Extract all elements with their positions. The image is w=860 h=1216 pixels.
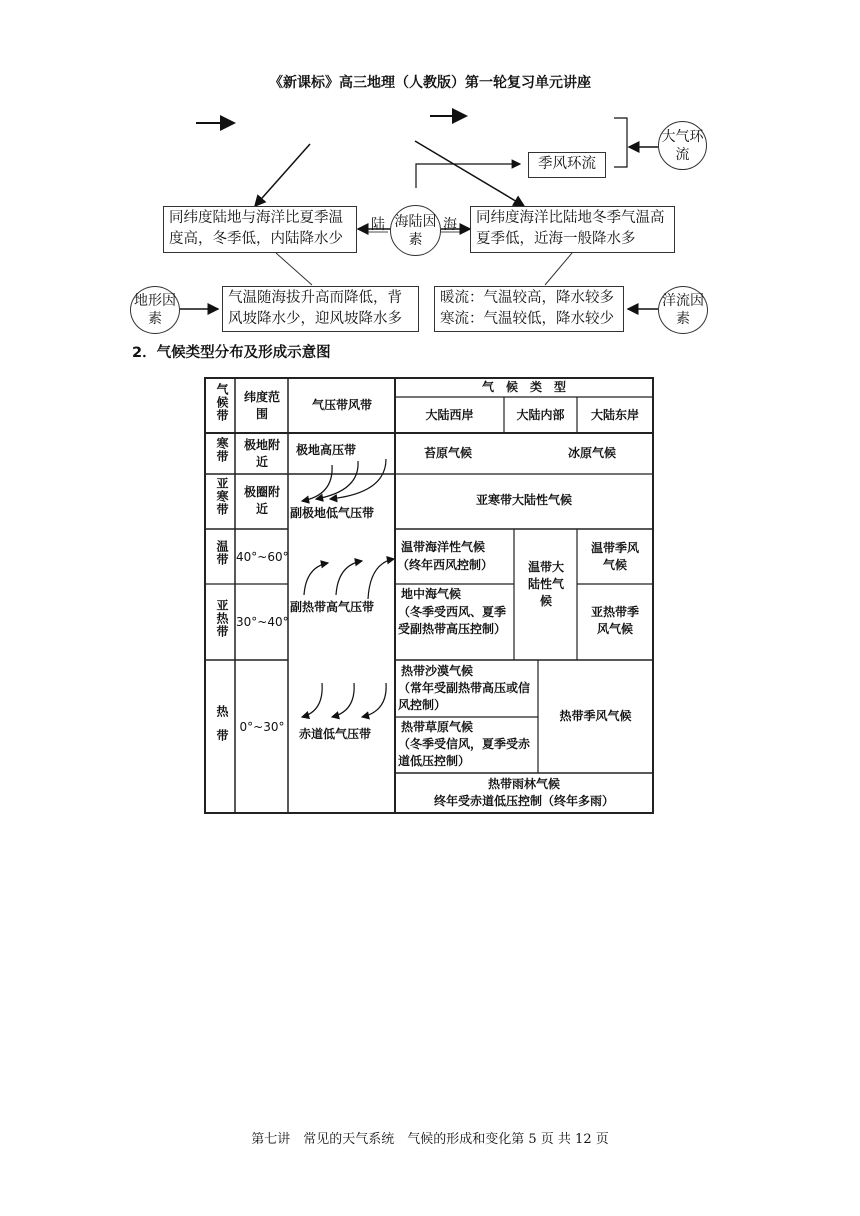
pressure-polar-high: 极地高压带 [296, 443, 357, 457]
lat-polar: 极地附近 [244, 438, 281, 469]
page-header-title: 《新课标》高三地理（人教版）第一轮复习单元讲座 [269, 75, 591, 91]
climate-tropical-savanna: 热带草原气候 [401, 720, 474, 734]
zone-cold: 寒带 [215, 437, 229, 463]
climate-mediterranean-note: （冬季受西风、夏季受副热带高压控制） [398, 605, 507, 636]
atmos-bracket [614, 118, 627, 167]
terrain-effect-box: 气温随海拔升高而降低，背风坡降水少，迎风坡降水多 [222, 286, 419, 332]
monsoon-circulation-box: 季风环流 [528, 152, 606, 178]
header-zone: 气候带 [215, 383, 229, 422]
climate-tropical-savanna-note: （冬季受信风，夏季受赤道低压控制） [398, 737, 531, 768]
zone-tropical: 热带 [215, 705, 229, 753]
climate-mediterranean: 地中海气候 [401, 587, 462, 601]
header-interior: 大陆内部 [516, 408, 565, 422]
terrain-factor-circle: 地形因素 [130, 286, 180, 334]
lat-temperate: 40°~60° [236, 550, 289, 564]
cold-current-text: 寒流：气温较低，降水较少 [440, 311, 614, 327]
arrow-to-land-box [255, 144, 310, 206]
climate-tundra: 苔原气候 [424, 446, 473, 460]
climate-tropical-desert: 热带沙漠气候 [401, 664, 474, 678]
atmos-circulation-circle: 大气环流 [658, 121, 707, 170]
current-factor-circle: 洋流因素 [658, 286, 708, 334]
lat-polar-circle: 极圈附近 [244, 485, 281, 516]
page-footer: 第七讲 常见的天气系统 气候的形成和变化第 5 页 共 12 页 [251, 1132, 609, 1147]
climate-temperate-maritime-note: （终年西风控制） [397, 558, 494, 572]
diagram-connectors [0, 0, 860, 340]
climate-subtropical-monsoon: 亚热带季风气候 [590, 605, 639, 636]
zone-temperate: 温带 [215, 540, 229, 566]
sea-climate-box: 同纬度海洋比陆地冬季气温高夏季低，近海一般降水多 [470, 206, 675, 253]
lat-tropical: 0°~30° [239, 720, 285, 734]
zone-subarctic: 亚寒带 [215, 477, 229, 516]
header-pressure: 气压带风带 [311, 398, 372, 412]
land-label: 陆 [371, 217, 385, 233]
header-climate-type: 气 候 类 型 [481, 380, 566, 394]
climate-tropical-monsoon: 热带季风气候 [559, 709, 632, 723]
header-latitude: 纬度范围 [244, 390, 281, 421]
climate-tropical-desert-note: （常年受副热带高压或信风控制） [398, 681, 531, 712]
arrow-to-monsoon [416, 164, 520, 188]
climate-subarctic-continental: 亚寒带大陆性气候 [475, 493, 572, 507]
pressure-subpolar-low: 副极地低气压带 [290, 506, 375, 520]
warm-current-text: 暖流：气温较高，降水较多 [440, 290, 614, 306]
landsea-factor-circle: 海陆因素 [390, 205, 441, 256]
climate-table [204, 377, 654, 814]
climate-temperate-continental: 温带大陆性气候 [527, 560, 564, 608]
ocean-current-box [434, 286, 624, 332]
climate-tropical-rainforest: 热带雨林气候 [487, 777, 560, 791]
pressure-subtropical-high: 副热带高气压带 [290, 600, 375, 614]
zone-subtropical: 亚热带 [215, 599, 229, 638]
section-title: 2．气候类型分布及形成示意图 [132, 345, 331, 361]
lat-subtropical: 30°~40° [236, 615, 289, 629]
pressure-equatorial-low: 赤道低气压带 [299, 727, 372, 741]
climate-temperate-monsoon: 温带季风气候 [590, 541, 639, 572]
land-climate-box: 同纬度陆地与海洋比夏季温度高，冬季低，内陆降水少 [163, 206, 357, 253]
climate-icecap: 冰原气候 [568, 446, 617, 460]
arrow-to-sea-box [415, 141, 524, 206]
header-west-coast: 大陆西岸 [425, 408, 474, 422]
header-east-coast: 大陆东岸 [590, 408, 639, 422]
sea-label: 海 [443, 217, 457, 233]
climate-temperate-maritime: 温带海洋性气候 [401, 540, 486, 554]
climate-tropical-rainforest-note: 终年受赤道低压控制（终年多雨） [433, 794, 614, 808]
